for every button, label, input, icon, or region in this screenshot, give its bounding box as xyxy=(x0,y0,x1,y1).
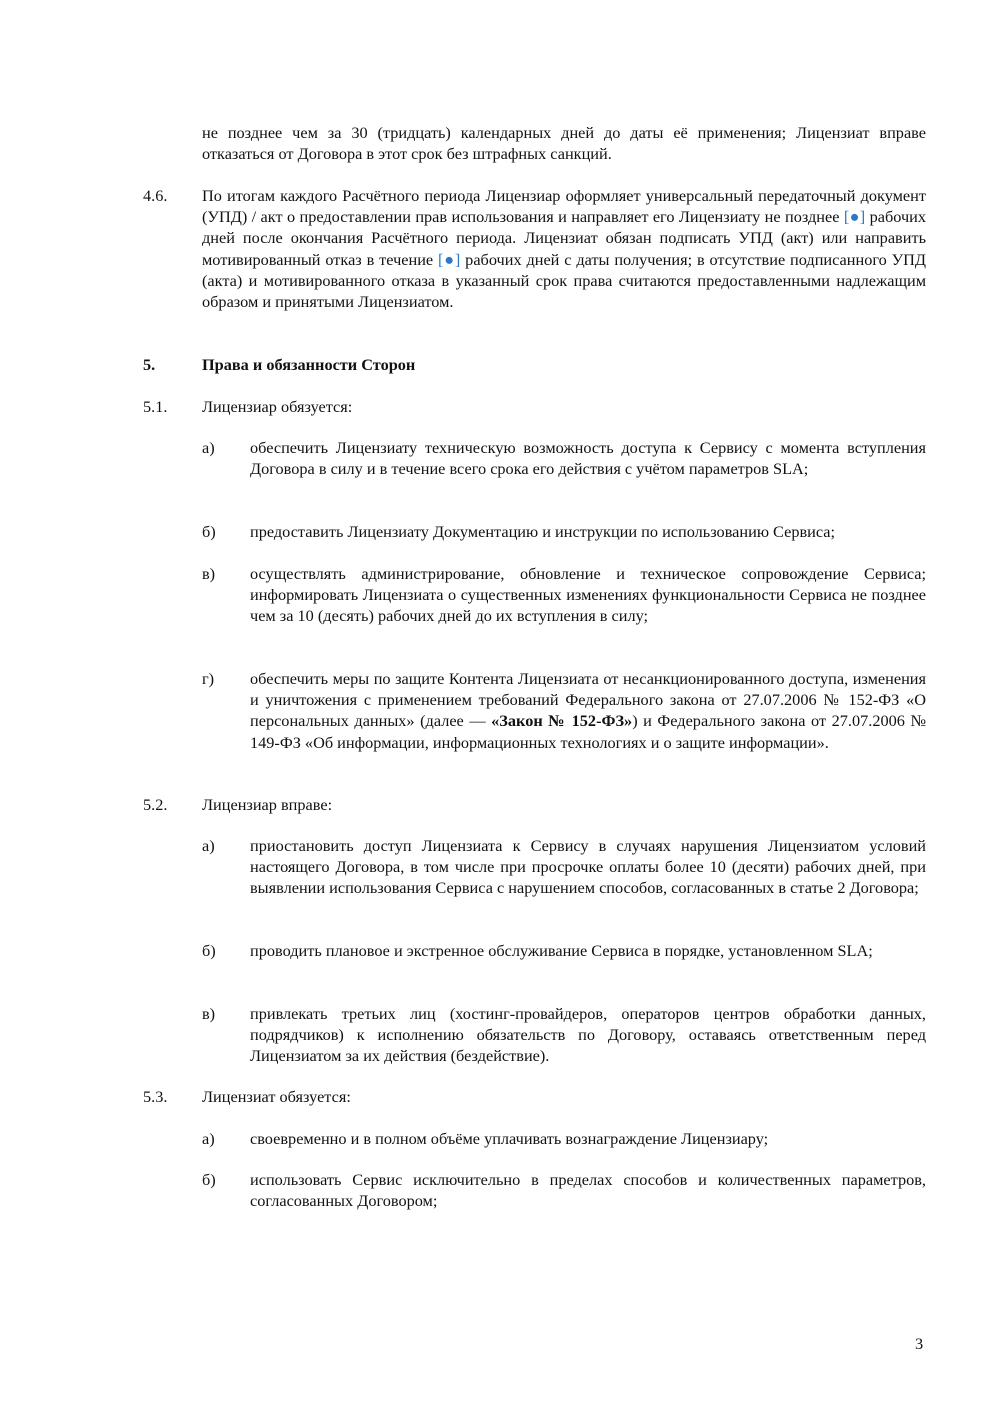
clause-4-6-part3: рабочих дней с даты получения; в отсутствие подписанного УПД (акта) и мотивированного отказа в указанный срок права считаются предоставленными надлежащим образом и принятыми Лицензиатом. xyxy=(202,249,927,312)
list-letter: в) xyxy=(202,564,216,583)
clause-5-1-b-text: предоставить Лицензиату Документацию и инструкции по использованию Сервиса; xyxy=(250,522,836,541)
clause-5-1-a-text: обеспечить Лицензиату техническую возможность доступа к Сервису с момента вступления Договора в силу и в течение всего срока его действия с учётом параметров SLA; xyxy=(250,438,926,479)
clause-5-2-a-text: приостановить доступ Лицензиата к Сервису в случаях нарушения Лицензиатом условий настоящего Договора, в том числе при просрочке оплаты более 10 (десяти) рабочих дней, при выявлении использования Сервиса с нарушением способов, согласованных в статье 2 Договора; xyxy=(250,836,926,898)
list-letter: б) xyxy=(202,1170,216,1189)
clause-5-1-intro: Лицензиар обязуется: xyxy=(202,397,353,416)
clause-5-3-number: 5.3. xyxy=(143,1087,168,1106)
clause-5-3-intro: Лицензиат обязуется: xyxy=(202,1087,351,1106)
list-letter: а) xyxy=(202,836,215,855)
page-number: 3 xyxy=(915,1334,924,1353)
list-letter: г) xyxy=(202,669,215,688)
clause-5-2-intro: Лицензиар вправе: xyxy=(202,795,333,814)
clause-5-2-v-text: привлекать третьих лиц (хостинг-провайдеров, операторов центров обработки данных, подрядчиков) к исполнению обязательств по Договору, оставаясь ответственным перед Лицензиатом за их действия (бездействие). xyxy=(250,1004,926,1066)
clause-4-6-part2: рабочих дней после окончания Расчётного периода. Лицензиат обязан подписать УПД (акт) или направить мотивированный отказ в течение xyxy=(202,207,926,269)
clause-5-1-v-text: осуществлять администрирование, обновление и техническое сопровождение Сервиса; информировать Лицензиата о существенных изменениях функциональности Сервиса не позднее чем за 10 (десять) рабочих дней до их вступления в силу; xyxy=(250,564,926,626)
clause-5-1-g-text: обеспечить меры по защите Контента Лицензиата от несанкционированного доступа, изменения и уничтожения с применением требований Федерального закона от 27.07.2006 № 152-ФЗ «О персональных данных» (далее — «Закон № 152-ФЗ») и Федерального закона от 27.07.2006 № 149-ФЗ «Об информации, информационных технологиях и о защите информации». xyxy=(250,669,926,752)
defined-term: «Закон № 152-ФЗ» xyxy=(491,711,633,731)
clause-5-2-b-text: проводить плановое и экстренное обслуживание Сервиса в порядке, установленном SLA; xyxy=(250,941,873,960)
clause-5-3-a-text: своевременно и в полном объёме уплачивать вознаграждение Лицензиару; xyxy=(250,1129,769,1148)
clause-4-6-part1: По итогам каждого Расчётного периода Лицензиар оформляет универсальный передаточный документ (УПД) / акт о предоставлении прав использования и направляет его Лицензиату не позднее xyxy=(202,186,926,227)
list-letter: б) xyxy=(202,941,216,960)
clause-5-3-b-text: использовать Сервис исключительно в пределах способов и количественных параметров, согласованных Договором; xyxy=(250,1170,926,1211)
continuation-paragraph: не позднее чем за 30 (тридцать) календарных дней до даты её применения; Лицензиат вправе отказаться от Договора в этот срок без штрафных санкций. xyxy=(202,123,926,164)
placeholder-marker: [●] xyxy=(843,207,866,227)
list-letter: б) xyxy=(202,522,216,541)
clause-4-6-text xyxy=(202,185,926,312)
section-5-number: 5. xyxy=(143,355,156,374)
clause-5-2-number: 5.2. xyxy=(143,795,168,814)
clause-4-6-number: 4.6. xyxy=(143,186,168,205)
section-5-title: Права и обязанности Сторон xyxy=(202,355,416,374)
list-letter: а) xyxy=(202,1129,215,1148)
list-letter: а) xyxy=(202,438,215,457)
placeholder-marker: [●] xyxy=(438,249,461,269)
clause-5-1-number: 5.1. xyxy=(143,397,168,416)
list-letter: в) xyxy=(202,1004,216,1023)
